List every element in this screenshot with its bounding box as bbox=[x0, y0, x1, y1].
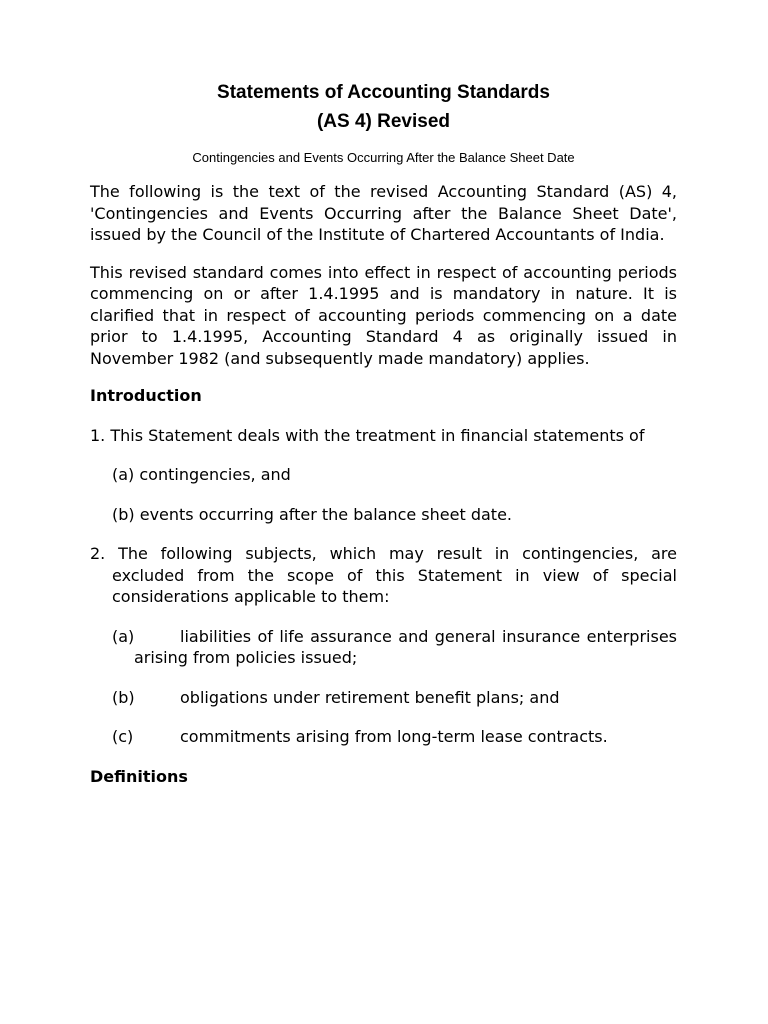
clause-2-sub-a-text: liabilities of life assurance and general insurance enterprises arising from policies issued; bbox=[134, 626, 677, 667]
clause-2-sub-b-text: obligations under retirement benefit plans; and bbox=[180, 687, 560, 707]
clause-2-sub-c bbox=[112, 726, 677, 748]
clause-2-sub-b-label: (b) bbox=[112, 687, 135, 707]
intro-paragraph-2: This revised standard comes into effect in respect of accounting periods commencing on or after 1.4.1995 and is mandatory in nature. It is clarified that in respect of accounting periods commencing on a date prior to 1.4.1995, Accounting Standard 4 as originally issued in November 1982 (and subsequently made mandatory) applies. bbox=[90, 262, 677, 368]
clause-1-sub-b: (b) events occurring after the balance sheet date. bbox=[112, 504, 512, 524]
document-page bbox=[90, 78, 677, 787]
title-line-2: (AS 4) Revised bbox=[316, 111, 451, 132]
clause-2-sub-a bbox=[112, 626, 677, 669]
introduction-heading: Introduction bbox=[90, 386, 202, 405]
definitions-heading: Definitions bbox=[90, 766, 188, 786]
clause-2: 2. The following subjects, which may result in contingencies, are excluded from the scope of this Statement in view of special considerations applicable to them: bbox=[90, 544, 677, 606]
intro-paragraph-1: The following is the text of the revised Accounting Standard (AS) 4, 'Contingencies and Events Occurring after the Balance Sheet Date', issued by the Council of the Institute of Chartered Accountants of India. bbox=[90, 182, 677, 244]
clause-1: 1. This Statement deals with the treatment in financial statements of bbox=[90, 425, 645, 445]
clause-2-sub-b bbox=[112, 687, 677, 709]
clause-1-sub-a: (a) contingencies, and bbox=[112, 465, 291, 484]
clause-2-sub-c-text: commitments arising from long-term lease contracts. bbox=[180, 727, 608, 746]
clause-2-sub-c-label: (c) bbox=[112, 727, 134, 746]
title-line-1: Statements of Accounting Standards bbox=[217, 82, 550, 103]
document-subtitle: Contingencies and Events Occurring After the Balance Sheet Date bbox=[192, 150, 575, 165]
document-title bbox=[90, 78, 677, 136]
clause-2-sub-a-label: (a) bbox=[112, 626, 135, 646]
